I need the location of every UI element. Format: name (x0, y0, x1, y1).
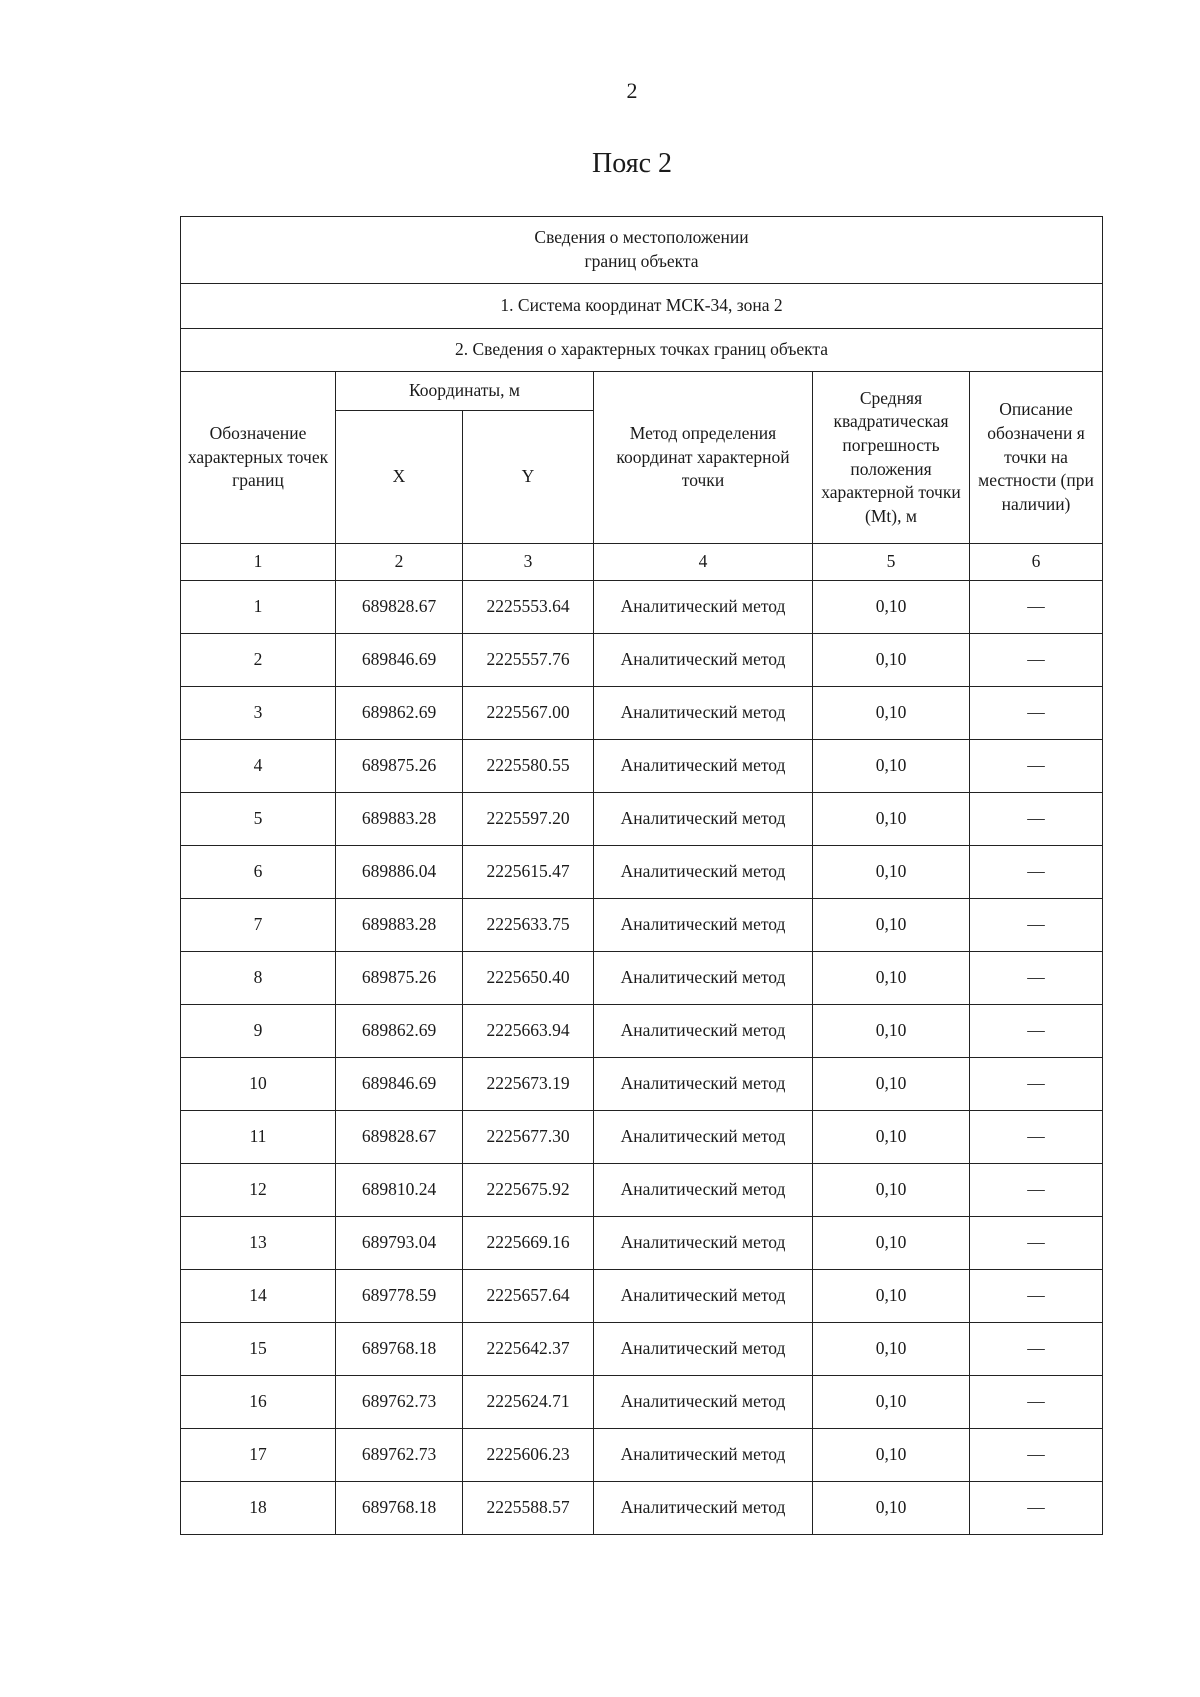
coord-x: 689862.69 (336, 1005, 463, 1058)
coord-x: 689846.69 (336, 1058, 463, 1111)
mean-square-error: 0,10 (813, 1376, 970, 1429)
column-number: 2 (336, 544, 463, 581)
point-description: — (970, 793, 1103, 846)
header-coordinates: Координаты, м (336, 372, 594, 411)
mean-square-error: 0,10 (813, 1217, 970, 1270)
point-number: 9 (181, 1005, 336, 1058)
point-number: 3 (181, 687, 336, 740)
mean-square-error: 0,10 (813, 1164, 970, 1217)
coord-x: 689846.69 (336, 634, 463, 687)
coord-y: 2225597.20 (463, 793, 594, 846)
coord-x: 689768.18 (336, 1323, 463, 1376)
method: Аналитический метод (594, 899, 813, 952)
point-number: 4 (181, 740, 336, 793)
method: Аналитический метод (594, 793, 813, 846)
coord-y: 2225553.64 (463, 581, 594, 634)
mean-square-error: 0,10 (813, 634, 970, 687)
point-description: — (970, 1058, 1103, 1111)
method: Аналитический метод (594, 952, 813, 1005)
coord-x: 689793.04 (336, 1217, 463, 1270)
coord-x: 689810.24 (336, 1164, 463, 1217)
method: Аналитический метод (594, 1058, 813, 1111)
point-description: — (970, 687, 1103, 740)
point-number: 17 (181, 1429, 336, 1482)
mean-square-error: 0,10 (813, 952, 970, 1005)
mean-square-error: 0,10 (813, 1058, 970, 1111)
point-description: — (970, 846, 1103, 899)
point-number: 6 (181, 846, 336, 899)
page-number: 2 (626, 78, 638, 103)
point-description: — (970, 634, 1103, 687)
coord-x: 689875.26 (336, 740, 463, 793)
point-description: — (970, 1323, 1103, 1376)
column-number: 6 (970, 544, 1103, 581)
mean-square-error: 0,10 (813, 1323, 970, 1376)
method: Аналитический метод (594, 687, 813, 740)
point-description: — (970, 740, 1103, 793)
method: Аналитический метод (594, 634, 813, 687)
method: Аналитический метод (594, 1164, 813, 1217)
mean-square-error: 0,10 (813, 1005, 970, 1058)
coord-y: 2225615.47 (463, 846, 594, 899)
coord-y: 2225657.64 (463, 1270, 594, 1323)
table-row (181, 793, 1103, 846)
point-description: — (970, 1270, 1103, 1323)
coord-x: 689883.28 (336, 793, 463, 846)
coord-y: 2225580.55 (463, 740, 594, 793)
point-description: — (970, 1482, 1103, 1535)
table-row (181, 1164, 1103, 1217)
table-row (181, 1270, 1103, 1323)
point-number: 15 (181, 1323, 336, 1376)
mean-square-error: 0,10 (813, 687, 970, 740)
method: Аналитический метод (594, 1376, 813, 1429)
coord-y: 2225606.23 (463, 1429, 594, 1482)
point-number: 10 (181, 1058, 336, 1111)
coord-x: 689886.04 (336, 846, 463, 899)
mean-square-error: 0,10 (813, 740, 970, 793)
coord-y: 2225642.37 (463, 1323, 594, 1376)
method: Аналитический метод (594, 740, 813, 793)
table-row (181, 846, 1103, 899)
column-number: 5 (813, 544, 970, 581)
point-number: 5 (181, 793, 336, 846)
mean-square-error: 0,10 (813, 899, 970, 952)
table-title-line2: границ объекта (584, 251, 699, 271)
table-row (181, 1376, 1103, 1429)
table-row (181, 1111, 1103, 1164)
coord-x: 689762.73 (336, 1376, 463, 1429)
coord-y: 2225669.16 (463, 1217, 594, 1270)
coord-x: 689762.73 (336, 1429, 463, 1482)
coordinate-system: 1. Система координат МСК-34, зона 2 (181, 284, 1103, 329)
point-description: — (970, 1111, 1103, 1164)
point-description: — (970, 1429, 1103, 1482)
table-row (181, 1429, 1103, 1482)
point-number: 13 (181, 1217, 336, 1270)
method: Аналитический метод (594, 1217, 813, 1270)
method: Аналитический метод (594, 1429, 813, 1482)
coord-x: 689828.67 (336, 581, 463, 634)
point-description: — (970, 1217, 1103, 1270)
method: Аналитический метод (594, 1111, 813, 1164)
method: Аналитический метод (594, 1270, 813, 1323)
coord-y: 2225677.30 (463, 1111, 594, 1164)
point-number: 1 (181, 581, 336, 634)
section-heading: 2. Сведения о характерных точках границ объекта (181, 329, 1103, 372)
table-row (181, 634, 1103, 687)
mean-square-error: 0,10 (813, 1270, 970, 1323)
mean-square-error: 0,10 (813, 581, 970, 634)
method: Аналитический метод (594, 581, 813, 634)
header-x: X (336, 411, 463, 544)
column-number: 1 (181, 544, 336, 581)
method: Аналитический метод (594, 1005, 813, 1058)
table-title (181, 217, 1103, 284)
coord-y: 2225663.94 (463, 1005, 594, 1058)
point-number: 8 (181, 952, 336, 1005)
coord-y: 2225588.57 (463, 1482, 594, 1535)
point-description: — (970, 581, 1103, 634)
point-number: 2 (181, 634, 336, 687)
mean-square-error: 0,10 (813, 846, 970, 899)
mean-square-error: 0,10 (813, 1429, 970, 1482)
point-number: 16 (181, 1376, 336, 1429)
coord-y: 2225675.92 (463, 1164, 594, 1217)
header-method: Метод определения координат характерной точки (594, 372, 813, 544)
coord-y: 2225567.00 (463, 687, 594, 740)
table-row (181, 1482, 1103, 1535)
mean-square-error: 0,10 (813, 793, 970, 846)
table-row (181, 1058, 1103, 1111)
table-row (181, 899, 1103, 952)
table-row (181, 952, 1103, 1005)
point-number: 7 (181, 899, 336, 952)
point-number: 12 (181, 1164, 336, 1217)
coord-x: 689828.67 (336, 1111, 463, 1164)
mean-square-error: 0,10 (813, 1482, 970, 1535)
header-description: Описание обозначени я точки на местности (при наличии) (970, 372, 1103, 544)
coord-x: 689875.26 (336, 952, 463, 1005)
table-row (181, 1217, 1103, 1270)
table-row (181, 581, 1103, 634)
method: Аналитический метод (594, 846, 813, 899)
point-number: 18 (181, 1482, 336, 1535)
page-title: Пояс 2 (592, 148, 672, 179)
table-title-line1: Сведения о местоположении (534, 227, 749, 248)
table-row (181, 1323, 1103, 1376)
column-number: 3 (463, 544, 594, 581)
table-row (181, 1005, 1103, 1058)
header-designation: Обозначение характерных точек границ (181, 372, 336, 544)
coord-y: 2225624.71 (463, 1376, 594, 1429)
header-error: Средняя квадратическая погрешность положения характерной точки (Mt), м (813, 372, 970, 544)
table-row (181, 687, 1103, 740)
point-number: 11 (181, 1111, 336, 1164)
point-description: — (970, 1164, 1103, 1217)
header-y: Y (463, 411, 594, 544)
boundary-points-table (180, 216, 1103, 1535)
point-description: — (970, 1376, 1103, 1429)
mean-square-error: 0,10 (813, 1111, 970, 1164)
column-number: 4 (594, 544, 813, 581)
point-description: — (970, 1005, 1103, 1058)
coord-x: 689768.18 (336, 1482, 463, 1535)
coord-x: 689778.59 (336, 1270, 463, 1323)
table-row (181, 740, 1103, 793)
coord-x: 689862.69 (336, 687, 463, 740)
coord-y: 2225650.40 (463, 952, 594, 1005)
method: Аналитический метод (594, 1482, 813, 1535)
point-number: 14 (181, 1270, 336, 1323)
coord-y: 2225557.76 (463, 634, 594, 687)
coord-y: 2225633.75 (463, 899, 594, 952)
coord-y: 2225673.19 (463, 1058, 594, 1111)
method: Аналитический метод (594, 1323, 813, 1376)
coord-x: 689883.28 (336, 899, 463, 952)
point-description: — (970, 952, 1103, 1005)
point-description: — (970, 899, 1103, 952)
